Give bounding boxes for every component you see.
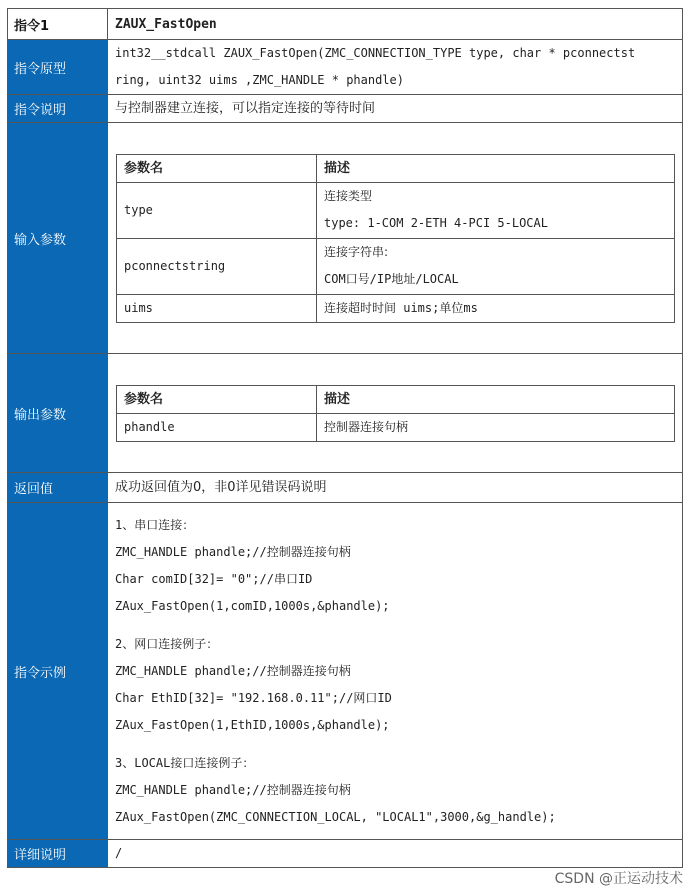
example-line: ZMC_HANDLE phandle;//控制器连接句柄 [115,782,351,797]
param-name-phandle: phandle [117,413,317,441]
table-row [117,294,675,322]
output-params-cell [108,354,683,473]
detail-text: / [108,840,683,868]
param-desc-line: COM口号/IP地址/LOCAL [324,272,459,286]
example-line: Char comID[32]= "0";//串口ID [115,571,313,586]
description-label: 指令说明 [8,95,108,123]
example-line: ZAux_FastOpen(ZMC_CONNECTION_LOCAL, "LOCAL1",3000,&g_handle); [115,809,556,824]
param-desc-line: 连接字符串: [324,245,389,259]
output-params-header [117,385,675,413]
example-title-1: 1、串口连接： [115,517,195,532]
input-params-cell [108,123,683,354]
example-title-2: 2、网口连接例子： [115,636,219,651]
input-col-desc: 描述 [317,154,675,182]
param-desc-phandle: 控制器连接句柄 [317,413,675,441]
description-row [8,95,683,123]
example-line: ZAux_FastOpen(1,EthID,1000s,&phandle); [115,717,390,732]
input-params-header [117,154,675,182]
table-row [117,182,675,238]
input-params-label: 输入参数 [8,123,108,354]
prototype-code [108,40,683,95]
param-desc-uims: 连接超时时间 uims;单位ms [317,294,675,322]
input-params-row [8,123,683,354]
return-value-text: 成功返回值为0，非0详见错误码说明 [108,473,683,503]
example-line: ZMC_HANDLE phandle;//控制器连接句柄 [115,544,351,559]
function-name: ZAUX_FastOpen [108,9,683,40]
example-cell [108,503,683,840]
example-label: 指令示例 [8,503,108,840]
example-title-3: 3、LOCAL接口连接例子： [115,755,255,770]
output-col-name: 参数名 [117,385,317,413]
output-params-row [8,354,683,473]
input-params-table [116,154,675,323]
output-params-table [116,385,675,442]
example-spacer [115,739,678,750]
param-desc-pconnectstring [317,238,675,294]
prototype-label: 指令原型 [8,40,108,95]
return-value-label: 返回值 [8,473,108,503]
param-desc-line: type: 1-COM 2-ETH 4-PCI 5-LOCAL [324,216,548,230]
param-name-type: type [117,182,317,238]
csdn-watermark: CSDN @正运动技术 [554,871,683,887]
table-row [117,238,675,294]
example-line: ZAux_FastOpen(1,comID,1000s,&phandle); [115,598,390,613]
example-row [8,503,683,840]
example-line: Char EthID[32]= "192.168.0.11";//网口ID [115,690,392,705]
header-row [8,9,683,40]
api-doc-table [7,8,683,868]
prototype-row [8,40,683,95]
detail-label: 详细说明 [8,840,108,868]
input-col-name: 参数名 [117,154,317,182]
prototype-line-2: ring, uint32 uims ,ZMC_HANDLE * phandle) [115,73,404,87]
description-text: 与控制器建立连接，可以指定连接的等待时间 [108,95,683,123]
header-label: 指令1 [8,9,108,40]
output-col-desc: 描述 [317,385,675,413]
param-desc-line: 连接类型 [324,189,373,203]
table-row [117,413,675,441]
example-line: ZMC_HANDLE phandle;//控制器连接句柄 [115,663,351,678]
param-desc-type [317,182,675,238]
param-name-pconnectstring: pconnectstring [117,238,317,294]
param-name-uims: uims [117,294,317,322]
example-spacer [115,620,678,631]
detail-row [8,840,683,868]
return-value-row [8,473,683,503]
output-params-label: 输出参数 [8,354,108,473]
prototype-line-1: int32__stdcall ZAUX_FastOpen(ZMC_CONNECTION_TYPE type, char * pconnectst [115,46,636,60]
